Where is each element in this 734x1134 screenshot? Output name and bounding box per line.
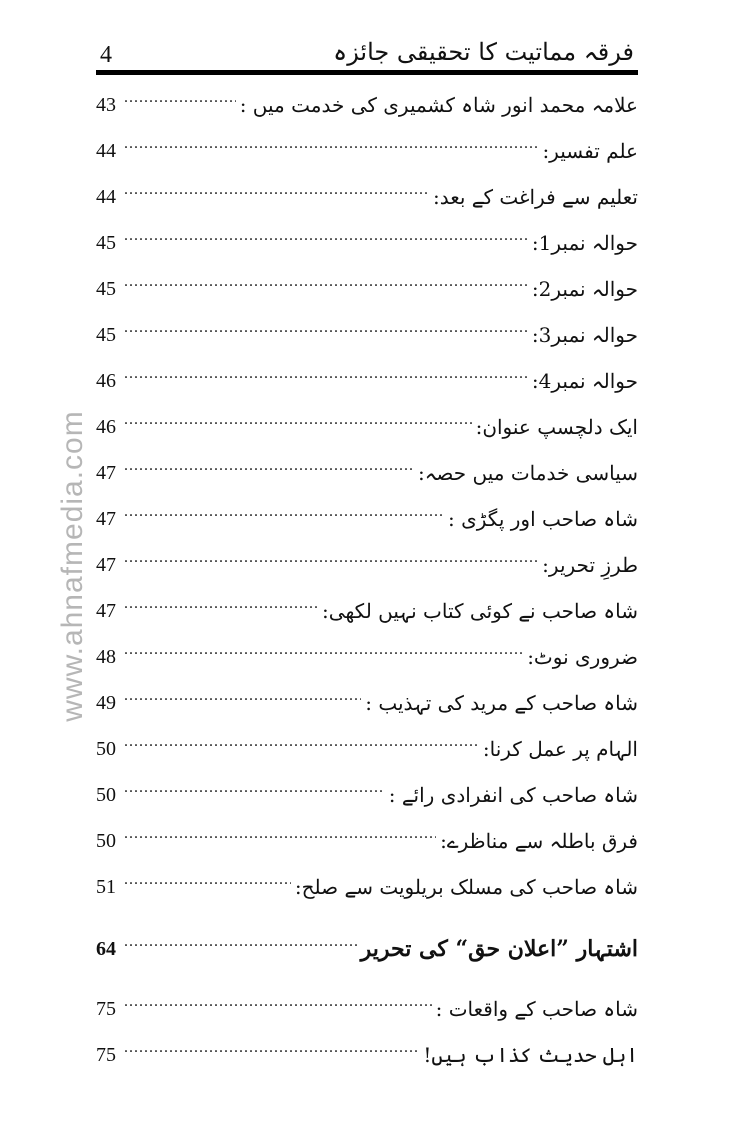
toc-leader <box>124 1049 419 1068</box>
toc-leader <box>124 375 528 394</box>
toc-row <box>96 1032 638 1078</box>
toc-row <box>96 986 638 1032</box>
toc-row <box>96 128 638 174</box>
toc-page-number: 46 <box>96 369 116 392</box>
toc-title: علامہ محمد انور شاہ کشمیری کی خدمت میں : <box>239 93 638 117</box>
toc-title: شاہ صاحب اور پگڑی : <box>448 507 638 531</box>
toc-leader <box>124 237 528 256</box>
toc-page-number: 47 <box>96 507 116 530</box>
toc-page-number: 44 <box>96 139 116 162</box>
toc-leader <box>124 835 436 854</box>
toc-leader <box>124 789 385 808</box>
toc-title: اہل حدیث کذاب ہیں! <box>423 1043 638 1067</box>
toc-row <box>96 312 638 358</box>
toc-leader <box>124 421 472 440</box>
toc-row <box>96 864 638 910</box>
toc-page-number: 45 <box>96 323 116 346</box>
toc-title: حوالہ نمبر1: <box>531 231 638 255</box>
toc-title: شاہ صاحب کے واقعات : <box>435 997 638 1021</box>
toc-leader <box>124 1003 432 1022</box>
toc-leader <box>124 99 236 118</box>
toc-leader <box>124 605 318 624</box>
toc-section-title: اشتہار ”اعلان حق“ کی تحریر <box>360 936 638 962</box>
toc-row <box>96 174 638 220</box>
toc-leader <box>124 651 523 670</box>
toc-leader <box>124 943 357 962</box>
toc-section-heading-row <box>96 924 638 974</box>
toc-leader <box>124 743 479 762</box>
toc-page-number: 47 <box>96 599 116 622</box>
toc-page-number: 45 <box>96 231 116 254</box>
toc-leader <box>124 467 414 486</box>
toc-leader <box>124 283 528 302</box>
toc-leader <box>124 329 528 348</box>
toc-page-number: 64 <box>96 937 116 960</box>
page-header <box>98 36 634 70</box>
toc-row <box>96 726 638 772</box>
toc-row <box>96 404 638 450</box>
watermark-text: www.ahnafmedia.com <box>56 410 89 722</box>
toc-title: شاہ صاحب کی انفرادی رائے : <box>388 783 638 807</box>
toc-leader <box>124 881 291 900</box>
toc-row <box>96 266 638 312</box>
toc-page-number: 50 <box>96 829 116 852</box>
toc-title: شاہ صاحب نے کوئی کتاب نہیں لکھی: <box>322 599 638 623</box>
toc-title: شاہ صاحب کے مرید کی تہذیب : <box>365 691 638 715</box>
toc-title: حوالہ نمبر3: <box>531 323 638 347</box>
toc-row <box>96 496 638 542</box>
toc-page-number: 46 <box>96 415 116 438</box>
toc-title: تعلیم سے فراغت کے بعد: <box>432 185 638 209</box>
toc-title: فرق باطلہ سے مناظرے: <box>440 829 638 853</box>
toc-row <box>96 542 638 588</box>
toc-row <box>96 450 638 496</box>
toc-row <box>96 818 638 864</box>
toc-title: شاہ صاحب کی مسلک بریلویت سے صلح: <box>294 875 638 899</box>
toc-page-number: 50 <box>96 783 116 806</box>
toc-page-number: 50 <box>96 737 116 760</box>
toc-row <box>96 358 638 404</box>
toc-row <box>96 588 638 634</box>
toc-page-number: 49 <box>96 691 116 714</box>
toc-page-number: 47 <box>96 461 116 484</box>
toc-page-number: 75 <box>96 1043 116 1066</box>
toc-page-number: 51 <box>96 875 116 898</box>
toc-page-number: 75 <box>96 997 116 1020</box>
toc-title: حوالہ نمبر2: <box>531 277 638 301</box>
toc-row <box>96 680 638 726</box>
header-rule <box>96 70 638 75</box>
toc-title: ضروری نوٹ: <box>527 645 638 669</box>
toc-row <box>96 82 638 128</box>
toc-leader <box>124 145 538 164</box>
page-number: 4 <box>100 42 112 68</box>
toc-leader <box>124 559 538 578</box>
toc-page-number: 45 <box>96 277 116 300</box>
table-of-contents <box>96 82 638 1078</box>
toc-title: ایک دلچسپ عنوان: <box>475 415 638 439</box>
toc-title: طرزِ تحریر: <box>542 553 638 577</box>
toc-row <box>96 220 638 266</box>
toc-title: سیاسی خدمات میں حصہ: <box>417 461 638 485</box>
toc-title: الہام پر عمل کرنا: <box>482 737 638 761</box>
toc-leader <box>124 513 444 532</box>
toc-leader <box>124 697 361 716</box>
running-title: فرقہ مماتیت کا تحقیقی جائزہ <box>333 38 634 66</box>
toc-title: علم تفسیر: <box>542 139 638 163</box>
toc-page-number: 47 <box>96 553 116 576</box>
toc-page-number: 43 <box>96 93 116 116</box>
toc-row <box>96 634 638 680</box>
toc-page-number: 44 <box>96 185 116 208</box>
toc-row <box>96 772 638 818</box>
toc-page-number: 48 <box>96 645 116 668</box>
toc-title: حوالہ نمبر4: <box>531 369 638 393</box>
toc-leader <box>124 191 429 210</box>
